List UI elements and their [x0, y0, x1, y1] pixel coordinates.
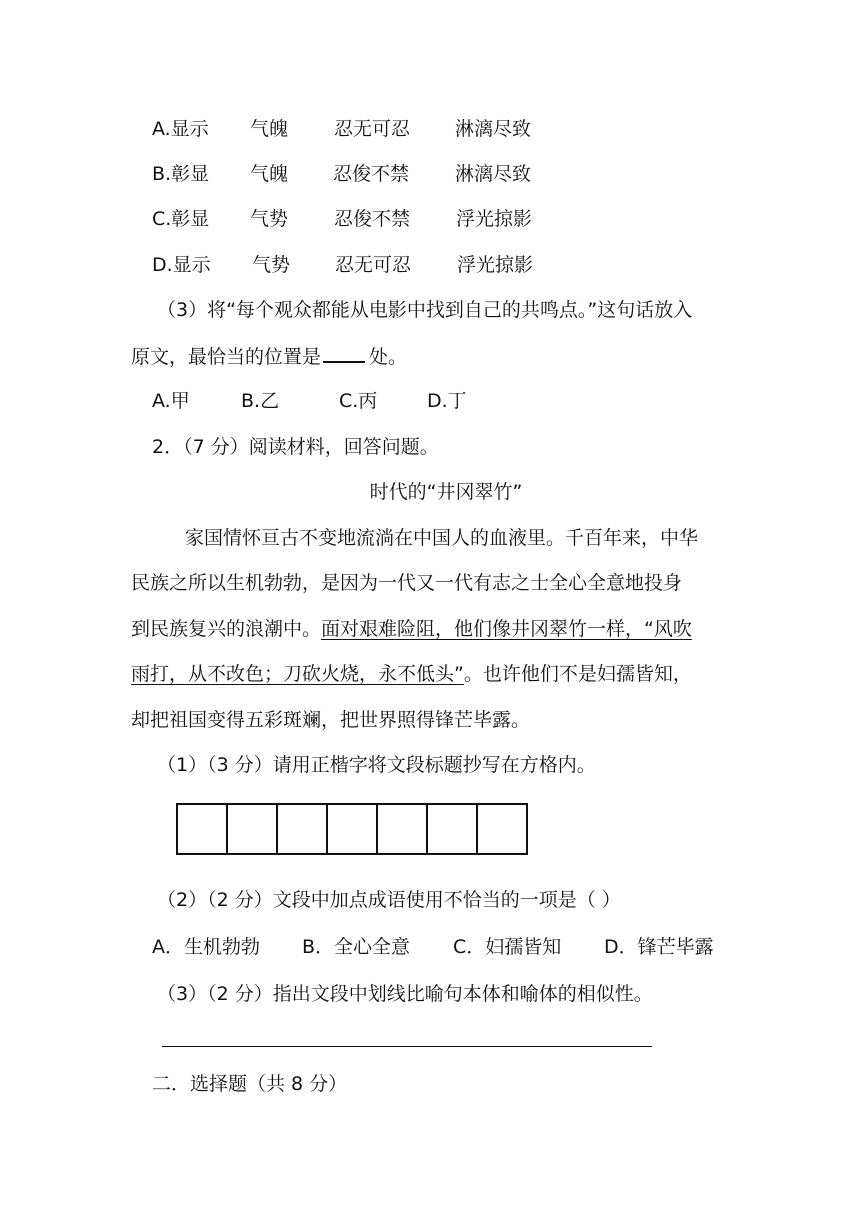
passage-line: 民族之所以生机勃勃，是因为一代又一代有志之士全心全意地投身 — [131, 572, 683, 594]
option-word: 淋漓尽致 — [455, 118, 532, 140]
option-word: 气魄 — [250, 118, 289, 140]
sub-question-3: （3）（2 分）指出文段中划线比喻句本体和喻体的相似性。 — [157, 983, 653, 1005]
choice-a: A．生机勃勃 — [152, 936, 260, 958]
question-3-text-line2 — [131, 343, 407, 370]
answer-line[interactable] — [162, 1046, 652, 1047]
option-letter: D.显示 — [152, 254, 211, 276]
underlined-simile: 雨打，从不改色；刀砍火烧，永不低头” — [131, 663, 464, 685]
grid-cell[interactable] — [476, 803, 528, 855]
choice-c: C．妇孺皆知 — [453, 936, 562, 958]
option-word: 气势 — [252, 254, 291, 276]
choice-a: A.甲 — [152, 390, 190, 412]
option-word: 淋漓尽致 — [455, 163, 532, 185]
section-heading: 二．选择题（共 8 分） — [152, 1073, 348, 1095]
passage-title: 时代的“井冈翠竹” — [369, 481, 523, 503]
grid-cell[interactable] — [326, 803, 378, 855]
passage-line: 家国情怀亘古不变地流淌在中国人的血液里。千百年来，中华 — [185, 527, 699, 549]
question-2-header: 2．（7 分）阅读材料，回答问题。 — [152, 436, 439, 458]
option-word: 忍俊不禁 — [334, 208, 411, 230]
grid-cell[interactable] — [376, 803, 428, 855]
grid-cell[interactable] — [426, 803, 478, 855]
passage-line — [131, 661, 692, 687]
grid-cell[interactable] — [226, 803, 278, 855]
grid-cell[interactable] — [176, 803, 228, 855]
choice-b: B.乙 — [241, 390, 280, 412]
option-word: 忍无可忍 — [334, 118, 411, 140]
writing-grid — [176, 803, 528, 855]
sub-question-1: （1）（3 分）请用正楷字将文段标题抄写在方格内。 — [157, 754, 596, 776]
option-word: 忍俊不禁 — [333, 163, 410, 185]
option-word: 浮光掠影 — [457, 254, 534, 276]
passage-line — [131, 616, 692, 642]
option-letter: A.显示 — [152, 118, 209, 140]
passage-text: 。也许他们不是妇孺皆知， — [463, 663, 692, 685]
answer-blank[interactable] — [323, 343, 365, 363]
option-word: 气魄 — [250, 163, 289, 185]
question-3-text-part: 处。 — [369, 346, 408, 368]
option-letter: C.彰显 — [152, 208, 210, 230]
question-3-text: （3）将“每个观众都能从电影中找到自己的共鸣点。”这句话放入 — [157, 299, 693, 321]
choice-b: B．全心全意 — [302, 936, 411, 958]
option-word: 气势 — [250, 208, 289, 230]
choice-d: D．锋芒毕露 — [604, 936, 714, 958]
question-3-text-part: 原文，最恰当的位置是 — [131, 346, 322, 368]
passage-line: 却把祖国变得五彩斑斓，把世界照得锋芒毕露。 — [131, 709, 531, 731]
choice-d: D.丁 — [427, 390, 467, 412]
option-letter: B.彰显 — [152, 163, 210, 185]
grid-cell[interactable] — [276, 803, 328, 855]
passage-text: 到民族复兴的浪潮中。 — [131, 618, 322, 640]
sub-question-2: （2）（2 分）文段中加点成语使用不恰当的一项是（ ） — [157, 889, 621, 911]
option-word: 浮光掠影 — [456, 208, 533, 230]
underlined-simile: 面对艰难险阻，他们像井冈翠竹一样，“风吹 — [321, 618, 692, 640]
choice-c: C.丙 — [339, 390, 378, 412]
option-word: 忍无可忍 — [335, 254, 412, 276]
